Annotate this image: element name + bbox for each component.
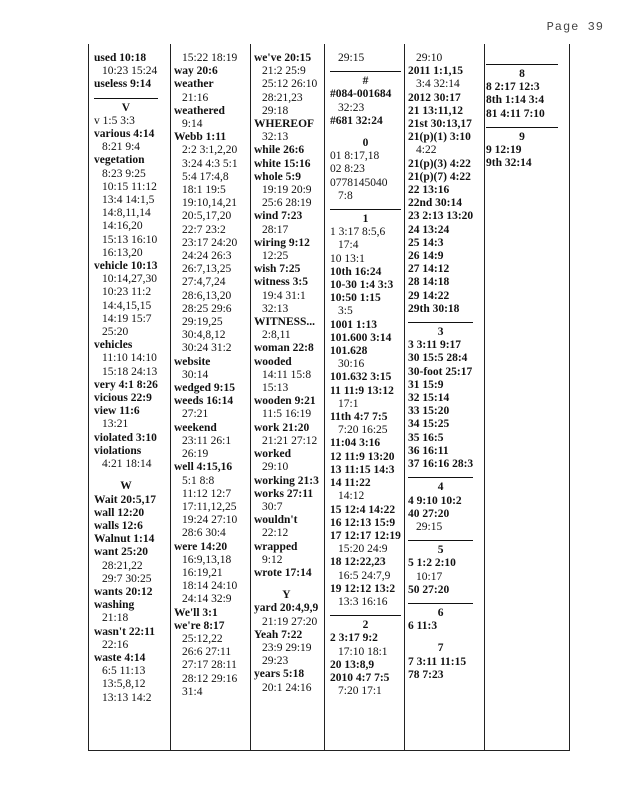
index-entry: 2011 1:1,15 [408,65,463,78]
index-entry: 10-30 1:4 3:3 [330,279,394,292]
index-reference: 15:22 18:19 [182,52,238,64]
index-entry: 5 1:2 2:10 [408,557,456,570]
index-reference: 28:17 [262,223,289,236]
index-entry: 24 13:24 [408,223,450,236]
index-reference: 16:5 24:7,9 [338,569,391,582]
index-entry: walls 12:6 [94,519,143,532]
column-divider [324,44,325,750]
index-entry: 15 12:4 14:22 [330,503,396,516]
index-entry: we've 20:15 [254,52,312,64]
index-reference: 3:24 4:3 5:1 [182,157,238,170]
section-header: 8 [486,64,558,81]
index-reference: 15:13 [262,382,289,395]
index-entry: Walnut 1:14 [94,533,155,546]
index-reference: 17:10 18:1 [338,645,388,658]
index-entry: 101.632 3:15 [330,371,392,384]
index-entry: website [174,355,211,368]
index-entry: 81 4:11 7:10 [486,107,545,120]
index-entry: 9 12:19 [486,144,522,157]
index-reference: 9:14 [182,118,203,131]
section-header: W [120,480,132,493]
index-reference: 28:21,23 [262,91,303,104]
index-reference: 14:11 15:8 [262,368,312,381]
index-reference: 30:4,8,12 [182,329,226,342]
index-reference: 5:4 17:4,8 [182,170,229,183]
index-reference: 19:19 20:9 [262,184,312,197]
index-reference: 17:4 [338,239,359,252]
index-entry: 22nd 30:14 [408,197,462,210]
index-entry: worked [254,448,292,461]
index-entry: 28 14:18 [408,276,450,289]
index-reference: 26:7,13,25 [182,263,232,276]
index-entry: 21 13:11,12 [408,104,463,117]
index-reference: 26:19 [182,448,209,461]
index-entry: vehicle 10:13 [94,260,158,273]
index-entry: 21(p)(1) 3:10 [408,131,471,144]
index-column [94,52,158,705]
index-entry: 37 16:16 28:3 [408,458,474,471]
index-entry: 35 16:5 [408,431,444,444]
index-reference: 31:4 [182,685,203,698]
index-reference: 30:24 31:2 [182,342,232,355]
index-entry: 11 11:9 13:12 [330,384,394,397]
index-entry: works 27:11 [254,487,314,500]
index-entry: view 11:6 [94,405,140,418]
index-entry: 18 12:22,23 [330,556,386,569]
section-header: V [94,98,158,115]
index-entry: #084-001684 [330,88,392,101]
index-reference: 14:4,15,15 [102,299,152,312]
index-entry: wish 7:25 [254,263,301,276]
section-header: 9 [486,127,558,144]
index-reference: 17:11,12,25 [182,500,237,513]
index-entry: 9th 32:14 [486,157,532,170]
index-reference: 23:17 24:20 [182,236,238,249]
index-entry: weeds 16:14 [174,395,234,408]
index-reference: 18:14 24:10 [182,580,238,593]
index-entry: yard 20:4,9,9 [254,602,319,615]
index-entry: WITNESS... [254,316,316,329]
index-reference: 18:1 19:5 [182,184,226,197]
index-reference: 10:14,27,30 [102,273,157,286]
index-reference: 19:10,14,21 [182,197,237,210]
section-header: 2 [330,615,401,632]
index-entry: wooded [254,355,292,368]
index-reference: 5:1 8:8 [182,474,215,487]
column-divider [250,44,251,750]
index-entry: 34 15:25 [408,418,450,431]
index-reference: 16:9,13,18 [182,553,232,566]
index-entry: 36 16:11 [408,444,449,457]
index-entry: #681 32:24 [330,114,383,127]
index-entry: wind 7:23 [254,210,303,223]
index-reference: 22:7 23:2 [182,223,226,236]
index-entry: waste 4:14 [94,651,146,664]
index-entry: 20 13:8,9 [330,658,375,671]
index-entry: work 21:20 [254,421,310,434]
index-reference: 11:12 12:7 [182,487,232,500]
index-entry: 23 2:13 13:20 [408,210,474,223]
index-entry: way 20:6 [174,65,218,78]
index-entry: white 15:16 [254,157,311,170]
index-entry: 10th 16:24 [330,265,382,278]
index-entry: various 4:14 [94,128,155,141]
index-reference: 10:15 11:12 [102,180,157,193]
index-reference: 13:5,8,12 [102,678,146,691]
section-header: 6 [408,603,473,620]
index-reference: 25:6 28:19 [262,197,312,210]
index-entry: 11th 4:7 7:5 [330,411,388,424]
index-entry: 3 3:11 9:17 [408,339,462,352]
index-entry: 1 3:17 8:5,6 [330,226,386,239]
index-entry: years 5:18 [254,668,305,681]
index-entry: wouldn't [254,514,298,527]
index-entry: 25 14:3 [408,236,444,249]
column-divider [484,44,485,750]
index-entry: 101.600 3:14 [330,331,392,344]
index-entry: vegetation [94,154,145,167]
index-reference: 25:12 26:10 [262,78,318,91]
index-entry: 2010 4:7 7:5 [330,671,390,684]
index-reference: 27:17 28:11 [182,659,237,672]
index-entry: vicious 22:9 [94,392,152,405]
index-reference: 25:12,22 [182,632,223,645]
index-reference: 2:2 3:1,2,20 [182,144,238,157]
index-reference: 15:13 16:10 [102,233,158,246]
index-reference: 32:23 [338,101,365,114]
index-entry: used 10:18 [94,52,147,64]
index-reference: 15:20 24:9 [338,543,388,556]
index-entry: weathered [174,104,225,117]
index-entry: 101.628 [330,345,368,358]
index-reference: 7:20 16:25 [338,424,388,437]
index-reference: 19:24 27:10 [182,514,238,527]
index-column [254,52,319,695]
index-column [174,52,238,699]
index-entry: 30-foot 25:17 [408,365,473,378]
index-entry: WHEREOF [254,118,315,131]
index-entry: 78 7:23 [408,668,444,681]
index-column [486,58,566,170]
section-header: 5 [408,540,473,557]
index-entry: 19 12:12 13:2 [330,582,396,595]
index-reference: 16:19,21 [182,566,223,579]
index-entry: 6 11:3 [408,620,438,633]
index-reference: 13:3 16:16 [338,595,388,608]
index-reference: 28:21,22 [102,559,143,572]
index-entry: 27 14:12 [408,263,450,276]
index-reference: 11:10 14:10 [102,352,157,365]
index-reference: 10:17 [416,570,443,583]
index-entry: v 1:5 3:3 [94,114,135,127]
index-column [408,52,473,682]
index-entry: wooden 9:21 [254,395,316,408]
index-entry: violated 3:10 [94,431,157,444]
index-entry: working 21:3 [254,474,319,487]
index-entry: washing [94,599,135,612]
index-reference: 3:4 32:14 [416,78,460,91]
index-entry: 21(p)(7) 4:22 [408,170,471,183]
index-entry: 29th 30:18 [408,302,460,315]
index-reference: 29:15 [338,52,365,64]
index-reference: 29:19,25 [182,316,223,329]
index-column [330,52,401,698]
index-entry: 33 15:20 [408,405,450,418]
index-entry: Wait 20:5,17 [94,493,156,506]
index-entry: wiring 9:12 [254,236,310,249]
index-entry: witness 3:5 [254,276,308,289]
index-reference: 4:22 [416,144,437,157]
index-entry: 21st 30:13,17 [408,118,472,131]
index-reference: 23:11 26:1 [182,434,232,447]
index-entry: 29 14:22 [408,289,450,302]
index-reference: 14:19 15:7 [102,312,152,325]
index-entry: 26 14:9 [408,250,444,263]
index-entry: 21(p)(3) 4:22 [408,157,471,170]
index-reference: 12:25 [262,250,289,263]
index-entry: 2012 30:17 [408,91,461,104]
index-entry: 31 15:9 [408,378,444,391]
index-entry: whole 5:9 [254,170,301,183]
index-reference: 23:9 29:19 [262,641,312,654]
index-reference: 21:19 27:20 [262,615,318,628]
index-reference: 29:18 [262,104,289,117]
index-entry: while 26:6 [254,144,305,157]
index-entry: 50 27:20 [408,583,450,596]
index-reference: 3:5 [338,305,353,318]
index-entry: 30 15:5 28:4 [408,352,468,365]
index-reference: 13:21 [102,418,129,431]
section-header: 0 [362,137,369,150]
index-reference: 8:23 9:25 [102,167,146,180]
index-reference: 8:21 9:4 [102,141,141,154]
index-reference: 28:6 30:4 [182,527,226,540]
index-reference: 6:5 11:13 [102,665,146,678]
column-divider [404,44,405,750]
index-reference: 21:18 [102,612,129,625]
index-reference: 7:8 [338,189,353,202]
index-reference: 14:8,11,14 [102,207,151,220]
index-entry: violations [94,444,142,457]
index-entry: we're 8:17 [174,619,225,632]
index-entry: 17 12:17 12:19 [330,529,401,542]
index-entry: want 25:20 [94,546,148,559]
index-entry: very 4:1 8:26 [94,378,158,391]
index-reference: 32:13 [262,302,289,315]
index-entry: were 14:20 [174,540,228,553]
index-entry: useless 9:14 [94,78,152,91]
section-header: 7 [437,642,444,655]
section-header: Y [282,589,291,602]
index-reference: 4:21 18:14 [102,458,152,471]
section-header: # [330,71,401,88]
index-reference: 28:12 29:16 [182,672,238,685]
index-reference: 10:23 11:2 [102,286,152,299]
index-entry: weather [174,78,214,91]
index-reference: 30:7 [262,500,283,513]
index-reference: 29:15 [416,520,443,533]
section-header: 3 [408,322,473,339]
section-header: 4 [408,477,473,494]
index-reference: 13:13 14:2 [102,691,152,704]
index-entry: 8th 1:14 3:4 [486,94,545,107]
index-entry: Webb 1:11 [174,131,227,144]
index-entry: 10:50 1:15 [330,292,381,305]
index-entry: wall 12:20 [94,506,145,519]
index-entry: 12 11:9 13:20 [330,450,395,463]
index-reference: 21:2 25:9 [262,65,306,78]
index-entry: well 4:15,16 [174,461,233,474]
index-entry: wants 20:12 [94,585,153,598]
index-entry: wrapped [254,540,298,553]
index-entry: wasn't 22:11 [94,625,156,638]
index-reference: 13:4 14:1,5 [102,194,155,207]
index-reference: 15:18 24:13 [102,365,158,378]
index-reference: 30:14 [182,368,209,381]
index-reference: 25:20 [102,326,129,339]
index-entry: 2 3:17 9:2 [330,632,378,645]
index-entry: 40 27:20 [408,507,450,520]
index-reference: 20:1 24:16 [262,681,312,694]
index-reference: 29:10 [416,52,443,64]
index-reference: 10:23 15:24 [102,65,158,78]
index-reference: 30:16 [338,358,365,371]
index-entry: 02 8:23 [330,163,365,176]
index-reference: 11:5 16:19 [262,408,312,421]
index-entry: 22 13:16 [408,184,450,197]
index-reference: 2:8,11 [262,329,291,342]
index-reference: 24:14 32:9 [182,593,232,606]
index-reference: 29:7 30:25 [102,572,152,585]
index-entry: 0778145040 [330,176,388,189]
column-divider [170,44,171,750]
index-entry: 14 11:22 [330,477,371,490]
index-reference: 29:23 [262,655,289,668]
index-entry: We'll 3:1 [174,606,218,619]
index-entry: weekend [174,421,217,434]
index-reference: 7:20 17:1 [338,685,382,698]
index-entry: 4 9:10 10:2 [408,494,462,507]
index-reference: 27:4,7,24 [182,276,226,289]
index-reference: 22:16 [102,638,129,651]
index-reference: 22:12 [262,527,289,540]
index-entry: 16 12:13 15:9 [330,516,396,529]
section-header: 1 [330,209,401,226]
index-entry: 8 2:17 12:3 [486,81,540,94]
index-reference: 32:13 [262,131,289,144]
page-number: Page 39 [546,20,604,34]
index-reference: 9:12 [262,553,283,566]
index-reference: 16:13,20 [102,246,143,259]
index-entry: wrote 17:14 [254,566,312,579]
index-entry: 7 3:11 11:15 [408,655,467,668]
index-reference: 27:21 [182,408,209,421]
index-entry: 10 13:1 [330,252,365,265]
index-entry: wedged 9:15 [174,382,236,395]
index-entry: 1001 1:13 [330,318,377,331]
index-reference: 17:1 [338,397,359,410]
index-entry: 13 11:15 14:3 [330,463,395,476]
index-reference: 28:6,13,20 [182,289,232,302]
index-reference: 26:6 27:11 [182,646,232,659]
index-reference: 21:21 27:12 [262,434,318,447]
index-reference: 14:16,20 [102,220,143,233]
index-reference: 21:16 [182,91,209,104]
index-reference: 20:5,17,20 [182,210,232,223]
index-reference: 19:4 31:1 [262,289,306,302]
index-entry: Yeah 7:22 [254,628,303,641]
index-entry: 01 8:17,18 [330,150,380,163]
index-reference: 24:24 26:3 [182,250,232,263]
index-entry: 11:04 3:16 [330,437,381,450]
index-reference: 29:10 [262,461,289,474]
index-entry: woman 22:8 [254,342,314,355]
index-reference: 28:25 29:6 [182,302,232,315]
index-entry: 32 15:14 [408,392,450,405]
index-reference: 14:12 [338,490,365,503]
index-entry: vehicles [94,339,133,352]
